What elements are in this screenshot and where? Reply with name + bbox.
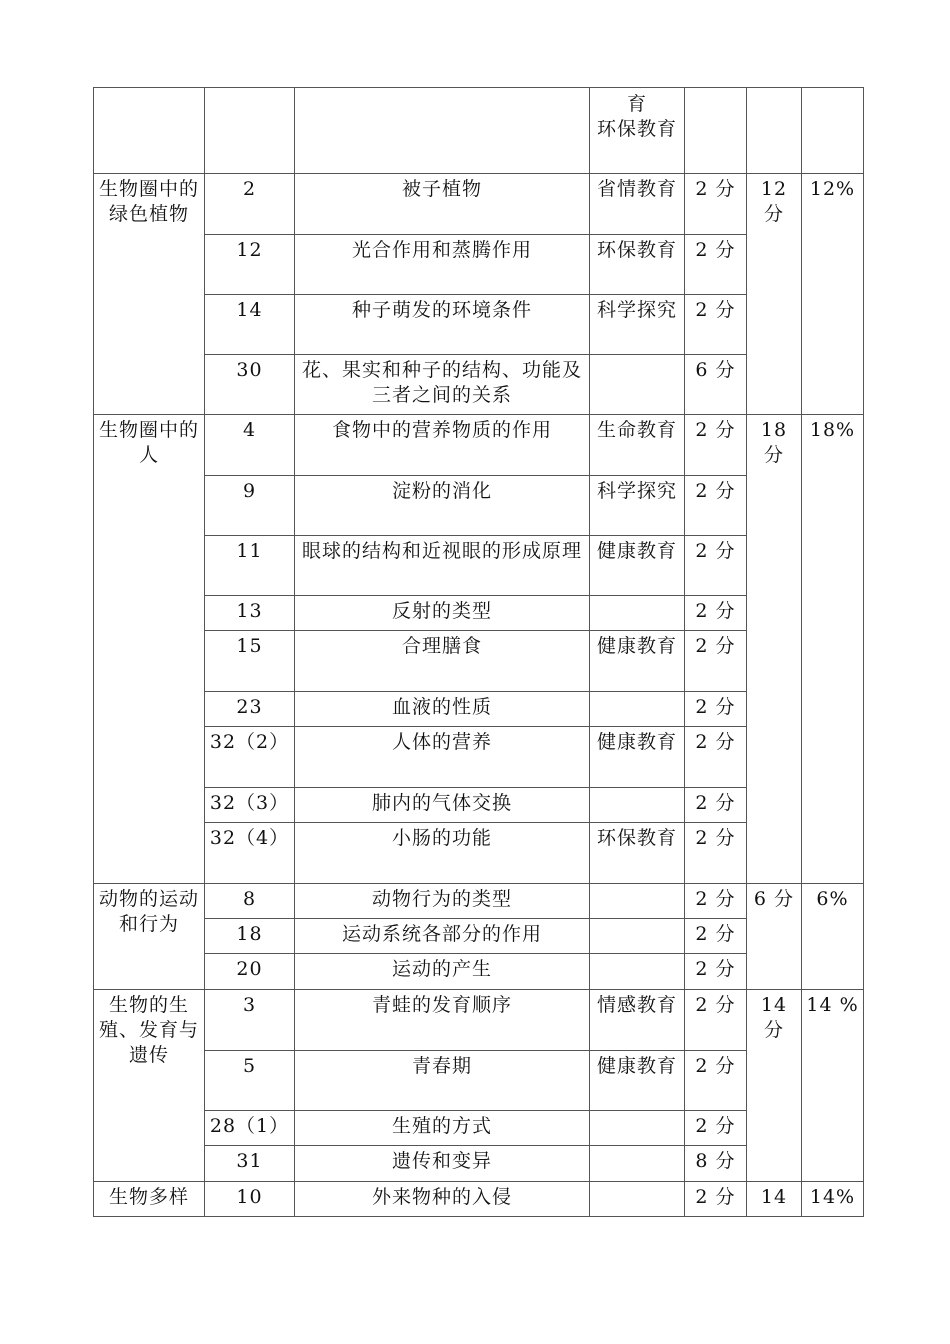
item-number-cell: 13 (205, 596, 295, 631)
content-cell: 青蛙的发育顺序 (295, 990, 590, 1051)
education-tag-cell (590, 1111, 685, 1146)
section-total-cell: 18分 (747, 415, 802, 884)
score-cell: 2 分 (685, 596, 747, 631)
education-tag-cell: 育 环保教育 (590, 88, 685, 174)
education-tag-cell (590, 1146, 685, 1182)
topic-cell (94, 1182, 205, 1217)
education-tag-cell (590, 954, 685, 990)
education-tag-cell: 健康教育 (590, 1051, 685, 1111)
topic-cell (94, 884, 205, 990)
content-cell: 动物行为的类型 (295, 884, 590, 919)
topic-cell (94, 415, 205, 884)
item-number-cell: 32（2） (205, 727, 295, 788)
section-total-cell (747, 88, 802, 174)
content-cell: 遗传和变异 (295, 1146, 590, 1182)
topic-cell (94, 990, 205, 1182)
section-total-cell: 6 分 (747, 884, 802, 990)
education-tag-cell: 科学探究 (590, 295, 685, 355)
table-row (94, 884, 864, 919)
table-row (94, 1182, 864, 1217)
item-number-cell: 15 (205, 631, 295, 692)
content-cell: 种子萌发的环境条件 (295, 295, 590, 355)
content-cell: 血液的性质 (295, 692, 590, 727)
score-cell: 2 分 (685, 174, 747, 235)
item-number-cell: 3 (205, 990, 295, 1051)
score-cell: 2 分 (685, 954, 747, 990)
item-number-cell: 28（1） (205, 1111, 295, 1146)
score-cell: 2 分 (685, 1111, 747, 1146)
section-total-cell: 14 (747, 1182, 802, 1217)
percent-cell: 18% (802, 415, 864, 884)
content-cell: 眼球的结构和近视眼的形成原理 (295, 536, 590, 596)
education-tag-cell: 科学探究 (590, 476, 685, 536)
table-row (94, 415, 864, 476)
score-cell: 2 分 (685, 631, 747, 692)
topic-cell (94, 174, 205, 415)
percent-cell (802, 88, 864, 174)
content-cell: 小肠的功能 (295, 823, 590, 884)
topic-label: 生物圈中的绿色植物 (98, 178, 199, 225)
content-cell: 生殖的方式 (295, 1111, 590, 1146)
item-number-cell: 14 (205, 295, 295, 355)
item-number-cell: 11 (205, 536, 295, 596)
content-cell: 运动系统各部分的作用 (295, 919, 590, 954)
content-cell: 肺内的气体交换 (295, 788, 590, 823)
content-cell: 人体的营养 (295, 727, 590, 788)
item-number-cell: 23 (205, 692, 295, 727)
item-number-cell: 10 (205, 1182, 295, 1217)
topic-label: 生物的生殖、发育与遗传 (98, 994, 199, 1066)
section-total-cell: 12分 (747, 174, 802, 415)
item-number-cell: 32（3） (205, 788, 295, 823)
score-cell: 2 分 (685, 476, 747, 536)
percent-cell: 12% (802, 174, 864, 415)
item-number-cell: 32（4） (205, 823, 295, 884)
topic-cell (94, 88, 205, 174)
topic-label: 生物多样 (108, 1186, 189, 1208)
content-cell: 反射的类型 (295, 596, 590, 631)
content-cell: 运动的产生 (295, 954, 590, 990)
section-total-cell: 14分 (747, 990, 802, 1182)
item-number-cell: 5 (205, 1051, 295, 1111)
content-cell: 淀粉的消化 (295, 476, 590, 536)
item-number-cell: 12 (205, 235, 295, 295)
content-cell: 被子植物 (295, 174, 590, 235)
topic-label: 动物的运动和行为 (98, 888, 199, 935)
score-cell: 2 分 (685, 1182, 747, 1217)
score-cell: 2 分 (685, 295, 747, 355)
score-cell: 2 分 (685, 727, 747, 788)
score-cell: 2 分 (685, 415, 747, 476)
score-cell: 2 分 (685, 919, 747, 954)
score-cell: 8 分 (685, 1146, 747, 1182)
education-tag-cell: 情感教育 (590, 990, 685, 1051)
table-row (94, 990, 864, 1051)
education-tag-cell (590, 788, 685, 823)
score-cell: 2 分 (685, 235, 747, 295)
education-tag-cell: 环保教育 (590, 823, 685, 884)
table-body (94, 88, 864, 1217)
education-tag-cell: 健康教育 (590, 536, 685, 596)
score-cell: 2 分 (685, 990, 747, 1051)
score-cell: 2 分 (685, 884, 747, 919)
content-cell: 食物中的营养物质的作用 (295, 415, 590, 476)
education-tag-cell: 健康教育 (590, 631, 685, 692)
content-cell: 外来物种的入侵 (295, 1182, 590, 1217)
score-cell: 6 分 (685, 355, 747, 415)
percent-cell: 14% (802, 1182, 864, 1217)
score-cell: 2 分 (685, 788, 747, 823)
content-cell: 光合作用和蒸腾作用 (295, 235, 590, 295)
education-tag-cell (590, 596, 685, 631)
score-cell: 2 分 (685, 823, 747, 884)
education-tag-cell: 省情教育 (590, 174, 685, 235)
knowledge-point-table (93, 87, 864, 1217)
education-tag-cell: 健康教育 (590, 727, 685, 788)
item-number-cell: 8 (205, 884, 295, 919)
score-cell (685, 88, 747, 174)
percent-cell: 6% (802, 884, 864, 990)
content-cell: 花、果实和种子的结构、功能及三者之间的关系 (295, 355, 590, 415)
education-tag-cell: 环保教育 (590, 235, 685, 295)
score-cell: 2 分 (685, 536, 747, 596)
table-row-continued (94, 88, 864, 174)
content-cell: 青春期 (295, 1051, 590, 1111)
content-cell: 合理膳食 (295, 631, 590, 692)
education-tag-cell (590, 355, 685, 415)
item-number-cell: 2 (205, 174, 295, 235)
topic-label: 生物圈中的人 (98, 419, 199, 466)
score-cell: 2 分 (685, 692, 747, 727)
item-number-cell: 31 (205, 1146, 295, 1182)
content-cell (295, 88, 590, 174)
item-number-cell: 9 (205, 476, 295, 536)
item-number-cell: 4 (205, 415, 295, 476)
education-tag-cell (590, 692, 685, 727)
education-tag-cell (590, 919, 685, 954)
item-number-cell: 18 (205, 919, 295, 954)
item-number-cell: 20 (205, 954, 295, 990)
score-cell: 2 分 (685, 1051, 747, 1111)
table-row (94, 174, 864, 235)
education-tag-cell: 生命教育 (590, 415, 685, 476)
percent-cell: 14 % (802, 990, 864, 1182)
education-tag-cell (590, 1182, 685, 1217)
item-number-cell: 30 (205, 355, 295, 415)
education-tag-cell (590, 884, 685, 919)
item-number-cell (205, 88, 295, 174)
